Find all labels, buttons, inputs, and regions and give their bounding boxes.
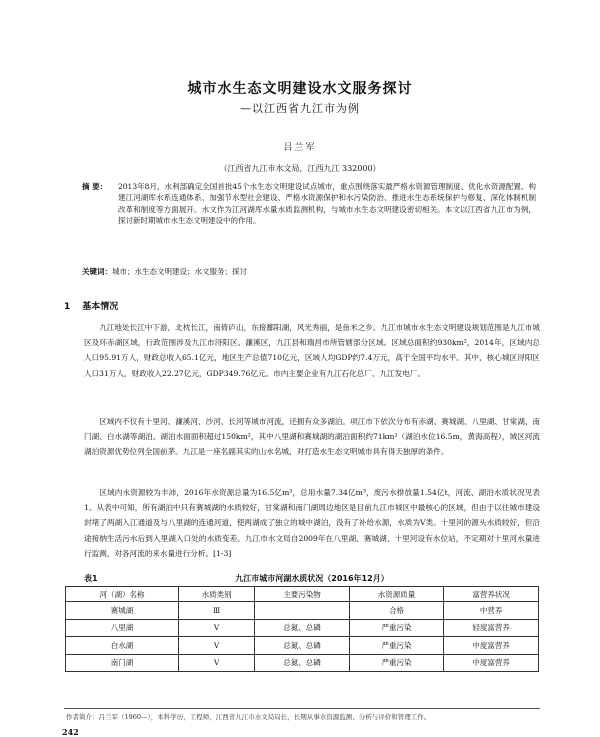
paragraph-1 xyxy=(84,320,540,381)
keywords-text: 城市；水生态文明建设；水文服务；探讨 xyxy=(112,267,247,276)
keywords-label: 关键词： xyxy=(82,267,112,276)
table-cell: 总氮、总磷 xyxy=(255,654,350,672)
table-cell: V xyxy=(179,619,255,637)
abstract-block xyxy=(84,181,536,227)
water-quality-table xyxy=(65,586,539,672)
paragraph-2-text: 区域内不仅有十里河、濂溪河、沙河、长河等城市河流，还拥有众多湖泊。项江市下依次分布有赤湖、赛城湖、八里湖、甘棠湖、南门湖、白水湖等湖泊。湖泊水面面积超过150km²，其中八里湖和赛城湖的湖泊面积约71km²（湖泊水位16.5m，黄海高程），城区河流湖泊资源优势位列全国前茅。九江是一座名副其实的山水名城，对打造水生态文明城市具有得天独厚的条件。 xyxy=(84,417,540,457)
table-cell: 中度富营养 xyxy=(444,637,539,655)
table-cell: 赛城湖 xyxy=(66,602,179,620)
table-caption xyxy=(84,573,540,584)
table-cell: 合格 xyxy=(349,602,444,620)
table-cell: 严重污染 xyxy=(349,619,444,637)
table-cell: 中营养 xyxy=(444,602,539,620)
table-cell: 总氮、总磷 xyxy=(255,637,350,655)
section-title: 基本情况 xyxy=(82,302,119,312)
author-name: 吕兰军 xyxy=(283,143,317,153)
table-cell: V xyxy=(179,654,255,672)
section-number: 1 xyxy=(64,302,71,312)
page-number: 242 xyxy=(62,727,79,737)
table-header-cell: 水资源质量 xyxy=(349,587,444,602)
abstract-text: 2013年8月，水利部确定全国首批45个水生态文明建设试点城市，重点围绕落实最严格水资源管理制度、优化水资源配置、构建江河湖库水系连通体系、加强节水型社会建设、严格水资源保护和水污染防治、推进水生态系统保护与修复、深化体制机制改革和制度等方面展开。水文作为江河湖库水量水质监测机构，与城市水生态文明建设密切相关。本文以江西省九江市为例，探讨新时期城市水生态文明建设中的作用。 xyxy=(118,182,536,226)
paragraph-3 xyxy=(84,485,540,561)
table-row xyxy=(66,637,539,655)
table-cell: 轻度富营养 xyxy=(444,619,539,637)
table-cell: 白水湖 xyxy=(66,637,179,655)
abstract-label: 摘 要： xyxy=(82,182,108,191)
table-header-cell: 水质类别 xyxy=(179,587,255,602)
table-header-row xyxy=(66,587,539,602)
table-title: 九江市城市河湖水质状况（2016年12月） xyxy=(235,574,389,583)
table-row xyxy=(66,654,539,672)
table-cell: V xyxy=(179,637,255,655)
table-cell: 八里湖 xyxy=(66,619,179,637)
table-cell: Ⅲ xyxy=(179,602,255,620)
table-row xyxy=(66,619,539,637)
paragraph-2 xyxy=(84,414,540,460)
table-cell: 中度富营养 xyxy=(444,654,539,672)
table-row xyxy=(66,602,539,620)
paragraph-3-text: 区域内水资源较为丰沛，2016年水资源总量为16.5亿m³，总用水量7.34亿m³，废污水排放量1.54亿t，河流、湖泊水质状况见表1。从表中可知，所有湖泊中只有赛城湖的水质较好，甘棠湖和南门湖周边地区是目前九江市城区中最核心的区域，但由于以往城市建设封堵了两湖入江通道及与八里湖的连通河道，使两湖成了独立的城中湖泊，没有了补给水源，水质为V类。十里河的源头水质较好，但沿途接纳生活污水后到入里湖入口处的水质变差。九江市水文局自2009年在八里湖、赛城湖、十里河设有水位站，不定期对十里河水量进行监测，对各河流的来水量进行分析。[1-3] xyxy=(84,488,541,558)
footnote-divider xyxy=(64,708,540,709)
table-header-cell: 河（湖）名称 xyxy=(66,587,179,602)
table-cell: 总氮、总磷 xyxy=(255,619,350,637)
author-footnote: 作者简介：吕兰军（1960—），本科学历，工程师，江西省九江市水文局局长，长期从事水资源监测、分析与评价和管理工作。 xyxy=(66,713,431,721)
section-heading xyxy=(64,299,118,312)
table-cell xyxy=(255,602,350,620)
table-header-cell: 主要污染物 xyxy=(255,587,350,602)
table-header-cell: 富营养状况 xyxy=(444,587,539,602)
paragraph-1-text: 九江地处长江中下游，北枕长江，南倚庐山，东接鄱阳湖，风光秀丽，是鱼米之乡。九江市城市水生态文明建设规划范围是九江市城区及环赤湖区域，行政范围涉及九江市浔阳区、濂溪区，九江县和瑞昌市所管辖部分区域。区域总面积约930km²，2014年，区域内总人口95.91万人，财政总收入65.1亿元，地区生产总值710亿元，区域人均GDP约7.4万元，高于全国平均水平。其中，核心城区浔阳区人口31万人，财政收入22.27亿元，GDP349.76亿元。市内主要企业有九江石化总厂、九江发电厂。 xyxy=(84,323,540,378)
table-cell: 南门湖 xyxy=(66,654,179,672)
table-number: 表1 xyxy=(84,574,98,583)
table-cell: 严重污染 xyxy=(349,637,444,655)
keywords-block xyxy=(82,266,538,277)
paper-title: 城市水生态文明建设水文服务探讨 xyxy=(187,81,413,97)
paper-subtitle: —以江西省九江市为例 xyxy=(240,102,360,115)
author-affiliation: （江西省九江市水文局，江西九江 332000） xyxy=(219,164,381,173)
table-cell: 严重污染 xyxy=(349,654,444,672)
